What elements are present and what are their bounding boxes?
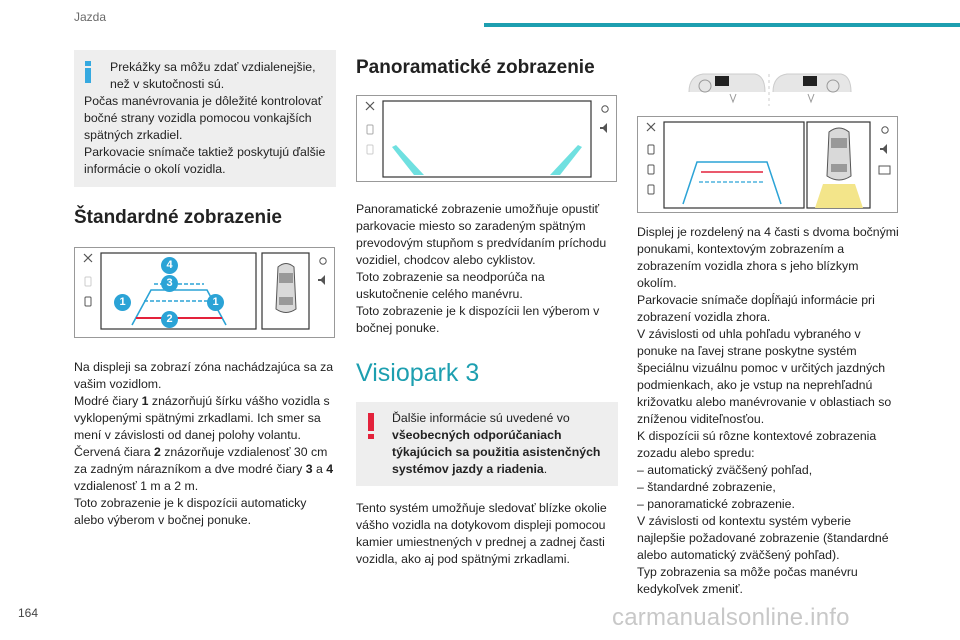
view-list-item: – štandardné zobrazenie, bbox=[637, 480, 776, 494]
panoramic-p2: Toto zobrazenie sa neodporúča na uskutočnenie celého manévru. bbox=[356, 270, 545, 301]
rear-camera-icon bbox=[803, 76, 817, 86]
heading-panoramic-view: Panoramatické zobrazenie bbox=[356, 57, 595, 78]
header-accent-bar bbox=[484, 23, 960, 27]
context-view-frame bbox=[664, 122, 804, 208]
panoramic-view-figure bbox=[356, 95, 618, 183]
visiopark-p1: Tento systém umožňuje sledovať blízke okolie vášho vozidla na dotykovom displeji pomocou kamier umiestnených v prednej a zadnej časti vozidla, ako aj pod spätnými zrkadlami. bbox=[356, 501, 607, 566]
visiopark-p4: V závislosti od uhla pohľadu vybraného v ponuke na ľavej strane poskytne systém špeciálnu vizuálnu pomoc v určitých jazdných podmienkach, ako je vstup na neprehľadnú križovatku alebo manévrovanie v oblastiach so zníženou viditeľnosťou. bbox=[637, 327, 892, 426]
standard-view-figure bbox=[74, 247, 336, 339]
visiopark-p5: K dispozícii sú rôzne kontextové zobrazenia zozadu alebo spredu: bbox=[637, 429, 877, 460]
info-first-text: Prekážky sa môžu zdať vzdialenejšie, než v skutočnosti sú. bbox=[110, 60, 316, 91]
label-1-left: 1 bbox=[114, 294, 131, 311]
view-list-item: – automatický zväčšený pohľad, bbox=[637, 463, 813, 477]
standard-p1: Na displeji sa zobrazí zóna nachádzajúca sa za vašim vozidlom. bbox=[74, 360, 334, 391]
car-top-icon bbox=[276, 264, 296, 313]
label-3: 3 bbox=[161, 275, 178, 292]
section-tag: Jazda bbox=[74, 10, 107, 24]
info-rest-text: Počas manévrovania je dôležité kontrolovať bočné strany vozidla pomocou vonkajších spätných zrkadiel. Parkovacie snímače taktiež poskytujú ďalšie informácie o okolí vozidla. bbox=[84, 94, 326, 176]
visiopark-p6: V závislosti od kontextu systém vyberie najlepšie požadované zobrazenie (štandardné alebo automatický zväčšený pohľad). bbox=[637, 514, 889, 562]
column-left bbox=[74, 50, 336, 529]
warning-box: Ďalšie informácie sú uvedené vo všeobecných odporúčaniach týkajúcich sa použitia asistenčných systémov jazdy a riadenia. bbox=[356, 402, 618, 486]
page-number: 164 bbox=[18, 606, 39, 620]
standard-p4: Toto zobrazenie je k dispozícii automaticky alebo výberom v bočnej ponuke. bbox=[74, 496, 307, 527]
heading-visiopark: Visiopark 3 bbox=[356, 359, 480, 387]
label-1-right: 1 bbox=[207, 294, 224, 311]
car-top-icon bbox=[827, 128, 851, 180]
front-camera-icon bbox=[715, 76, 729, 86]
panoramic-p3: Toto zobrazenie je k dispozícii len výberom v bočnej ponuke. bbox=[356, 304, 600, 335]
view-selector-illustration bbox=[637, 50, 899, 114]
warning-text: Ďalšie informácie sú uvedené vo bbox=[392, 411, 570, 425]
standard-p3: Červená čiara 2 znázorňuje vzdialenosť 30 cm za zadným nárazníkom a dve modré čiary 3 a 4 vzdialenosť 1 m a 2 m. bbox=[74, 445, 334, 493]
label-4: 4 bbox=[161, 257, 178, 274]
info-box bbox=[74, 50, 336, 187]
visiopark-view-figure bbox=[637, 116, 899, 214]
view-selector-figure bbox=[637, 50, 899, 114]
panoramic-view-illustration bbox=[356, 95, 618, 183]
visiopark-view-illustration bbox=[637, 116, 899, 214]
watermark: carmanualsonline.info bbox=[612, 604, 850, 631]
standard-p2: Modré čiary 1 znázorňujú šírku vášho vozidla s vyklopenými spätnými zrkadlami. Ich smer sa mení v závislosti od danej polohy volantu. bbox=[74, 394, 330, 442]
column-middle bbox=[356, 50, 618, 568]
visiopark-p2: Displej je rozdelený na 4 časti s dvoma bočnými ponukami, kontextovým zobrazením a zobrazením vozidla zhora s jeho blízkym okolím. bbox=[637, 225, 899, 290]
visiopark-p7: Typ zobrazenia sa môže počas manévru kedykoľvek zmeniť. bbox=[637, 565, 858, 596]
visiopark-p3: Parkovacie snímače dopĺňajú informácie pri zobrazení vozidla zhora. bbox=[637, 293, 875, 324]
sensor-zone bbox=[815, 184, 863, 208]
info-icon bbox=[85, 61, 91, 83]
view-list-item: – panoramatické zobrazenie. bbox=[637, 497, 795, 511]
label-2: 2 bbox=[161, 311, 178, 328]
panoramic-p1: Panoramatické zobrazenie umožňuje opustiť parkovacie miesto so zaradeným spätným prevodovým stupňom s predvídaním príchodu vozidiel, chodcov alebo cyklistov. bbox=[356, 202, 607, 267]
column-right bbox=[637, 50, 899, 598]
heading-standard-view: Štandardné zobrazenie bbox=[74, 207, 282, 228]
warning-icon bbox=[368, 413, 374, 439]
warning-bold-text: všeobecných odporúčaniach týkajúcich sa použitia asistenčných systémov jazdy a riadenia bbox=[392, 428, 601, 476]
standard-view-illustration bbox=[74, 247, 336, 339]
